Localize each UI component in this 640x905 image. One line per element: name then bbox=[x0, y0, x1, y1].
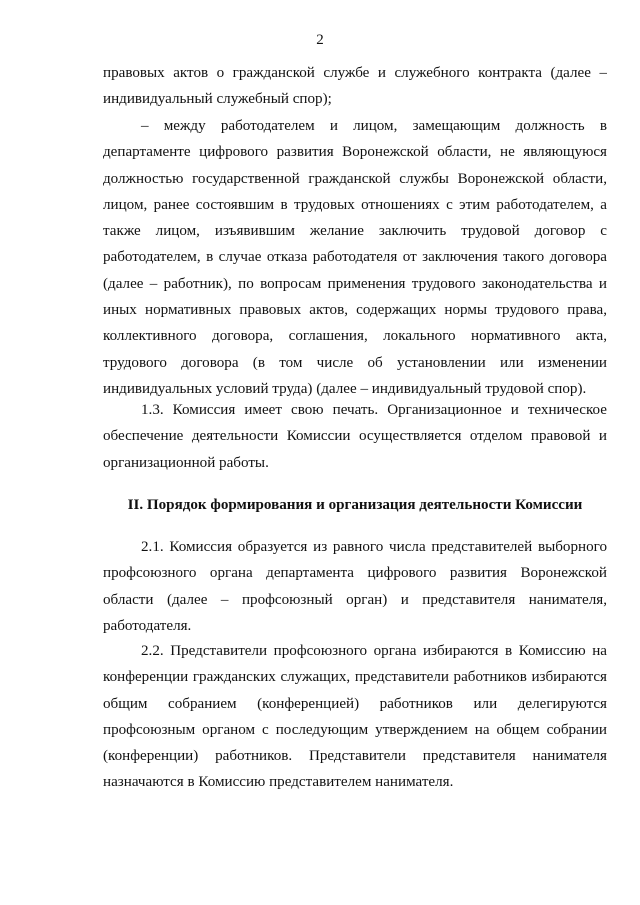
text-line: работодателя. bbox=[103, 617, 192, 634]
text-line: должностью государственной гражданской службы Воронежской области, bbox=[103, 170, 607, 187]
text-line: иных нормативных правовых актов, содержащих нормы трудового права, bbox=[103, 302, 607, 319]
text-line: трудового договора (в том числе об установлении или изменении bbox=[103, 354, 607, 371]
text-line: 2.2. Представители профсоюзного органа избираются в Комиссию на bbox=[141, 643, 607, 659]
text-line: правовых актов о гражданской службе и служебного контракта (далее – bbox=[103, 65, 607, 81]
text-line: общим собранием (конференцией) работников или делегируются bbox=[103, 695, 607, 712]
text-line: – между работодателем и лицом, замещающим должность в bbox=[141, 118, 607, 134]
text-line: профсоюзным органом с последующим утверждением на общем собрании bbox=[103, 721, 607, 738]
paragraph-2-2 bbox=[103, 638, 607, 796]
text-line: профсоюзного органа департамента цифрового развития Воронежской bbox=[103, 565, 607, 582]
paragraph-2-1 bbox=[103, 534, 607, 639]
text-line: индивидуальный служебный спор); bbox=[103, 91, 332, 108]
paragraph-labour-dispute bbox=[103, 113, 607, 402]
text-line: 1.3. Комиссия имеет свою печать. Организационное и техническое bbox=[141, 402, 607, 418]
text-line: (далее – работник), по вопросам применения трудового законодательства и bbox=[103, 275, 607, 292]
text-line: работодателем, в случае отказа работодателя от заключения такого договора bbox=[103, 249, 607, 266]
paragraph-1-3 bbox=[103, 397, 607, 476]
text-line: департаменте цифрового развития Воронежской области, не являющуюся bbox=[103, 144, 607, 161]
text-line: 2.1. Комиссия образуется из равного числа представителей выборного bbox=[141, 539, 607, 555]
text-line: лицом, ранее состоявшим в трудовых отношениях с этим работодателем, а bbox=[103, 196, 607, 213]
text-line: обеспечение деятельности Комиссии осуществляется отделом правовой и bbox=[103, 428, 607, 445]
text-line: (конференции) работников. Представители представителя нанимателя bbox=[103, 748, 607, 765]
paragraph-continuation bbox=[103, 60, 607, 113]
text-line: организационной работы. bbox=[103, 454, 269, 471]
text-line: назначаются в Комиссию представителем нанимателя. bbox=[103, 774, 454, 791]
section-heading: II. Порядок формирования и организация деятельности Комиссии bbox=[127, 497, 583, 513]
text-line: области (далее – профсоюзный орган) и представителя нанимателя, bbox=[103, 591, 607, 608]
text-line: конференции гражданских служащих, представители работников избираются bbox=[103, 669, 607, 686]
text-line: индивидуальных условий труда) (далее – индивидуальный трудовой спор). bbox=[103, 380, 587, 397]
text-line: коллективного договора, соглашения, локального нормативного акта, bbox=[103, 328, 607, 345]
page-number: 2 bbox=[316, 32, 324, 48]
text-line: также лицом, изъявившим желание заключить трудовой договор с bbox=[103, 223, 607, 240]
